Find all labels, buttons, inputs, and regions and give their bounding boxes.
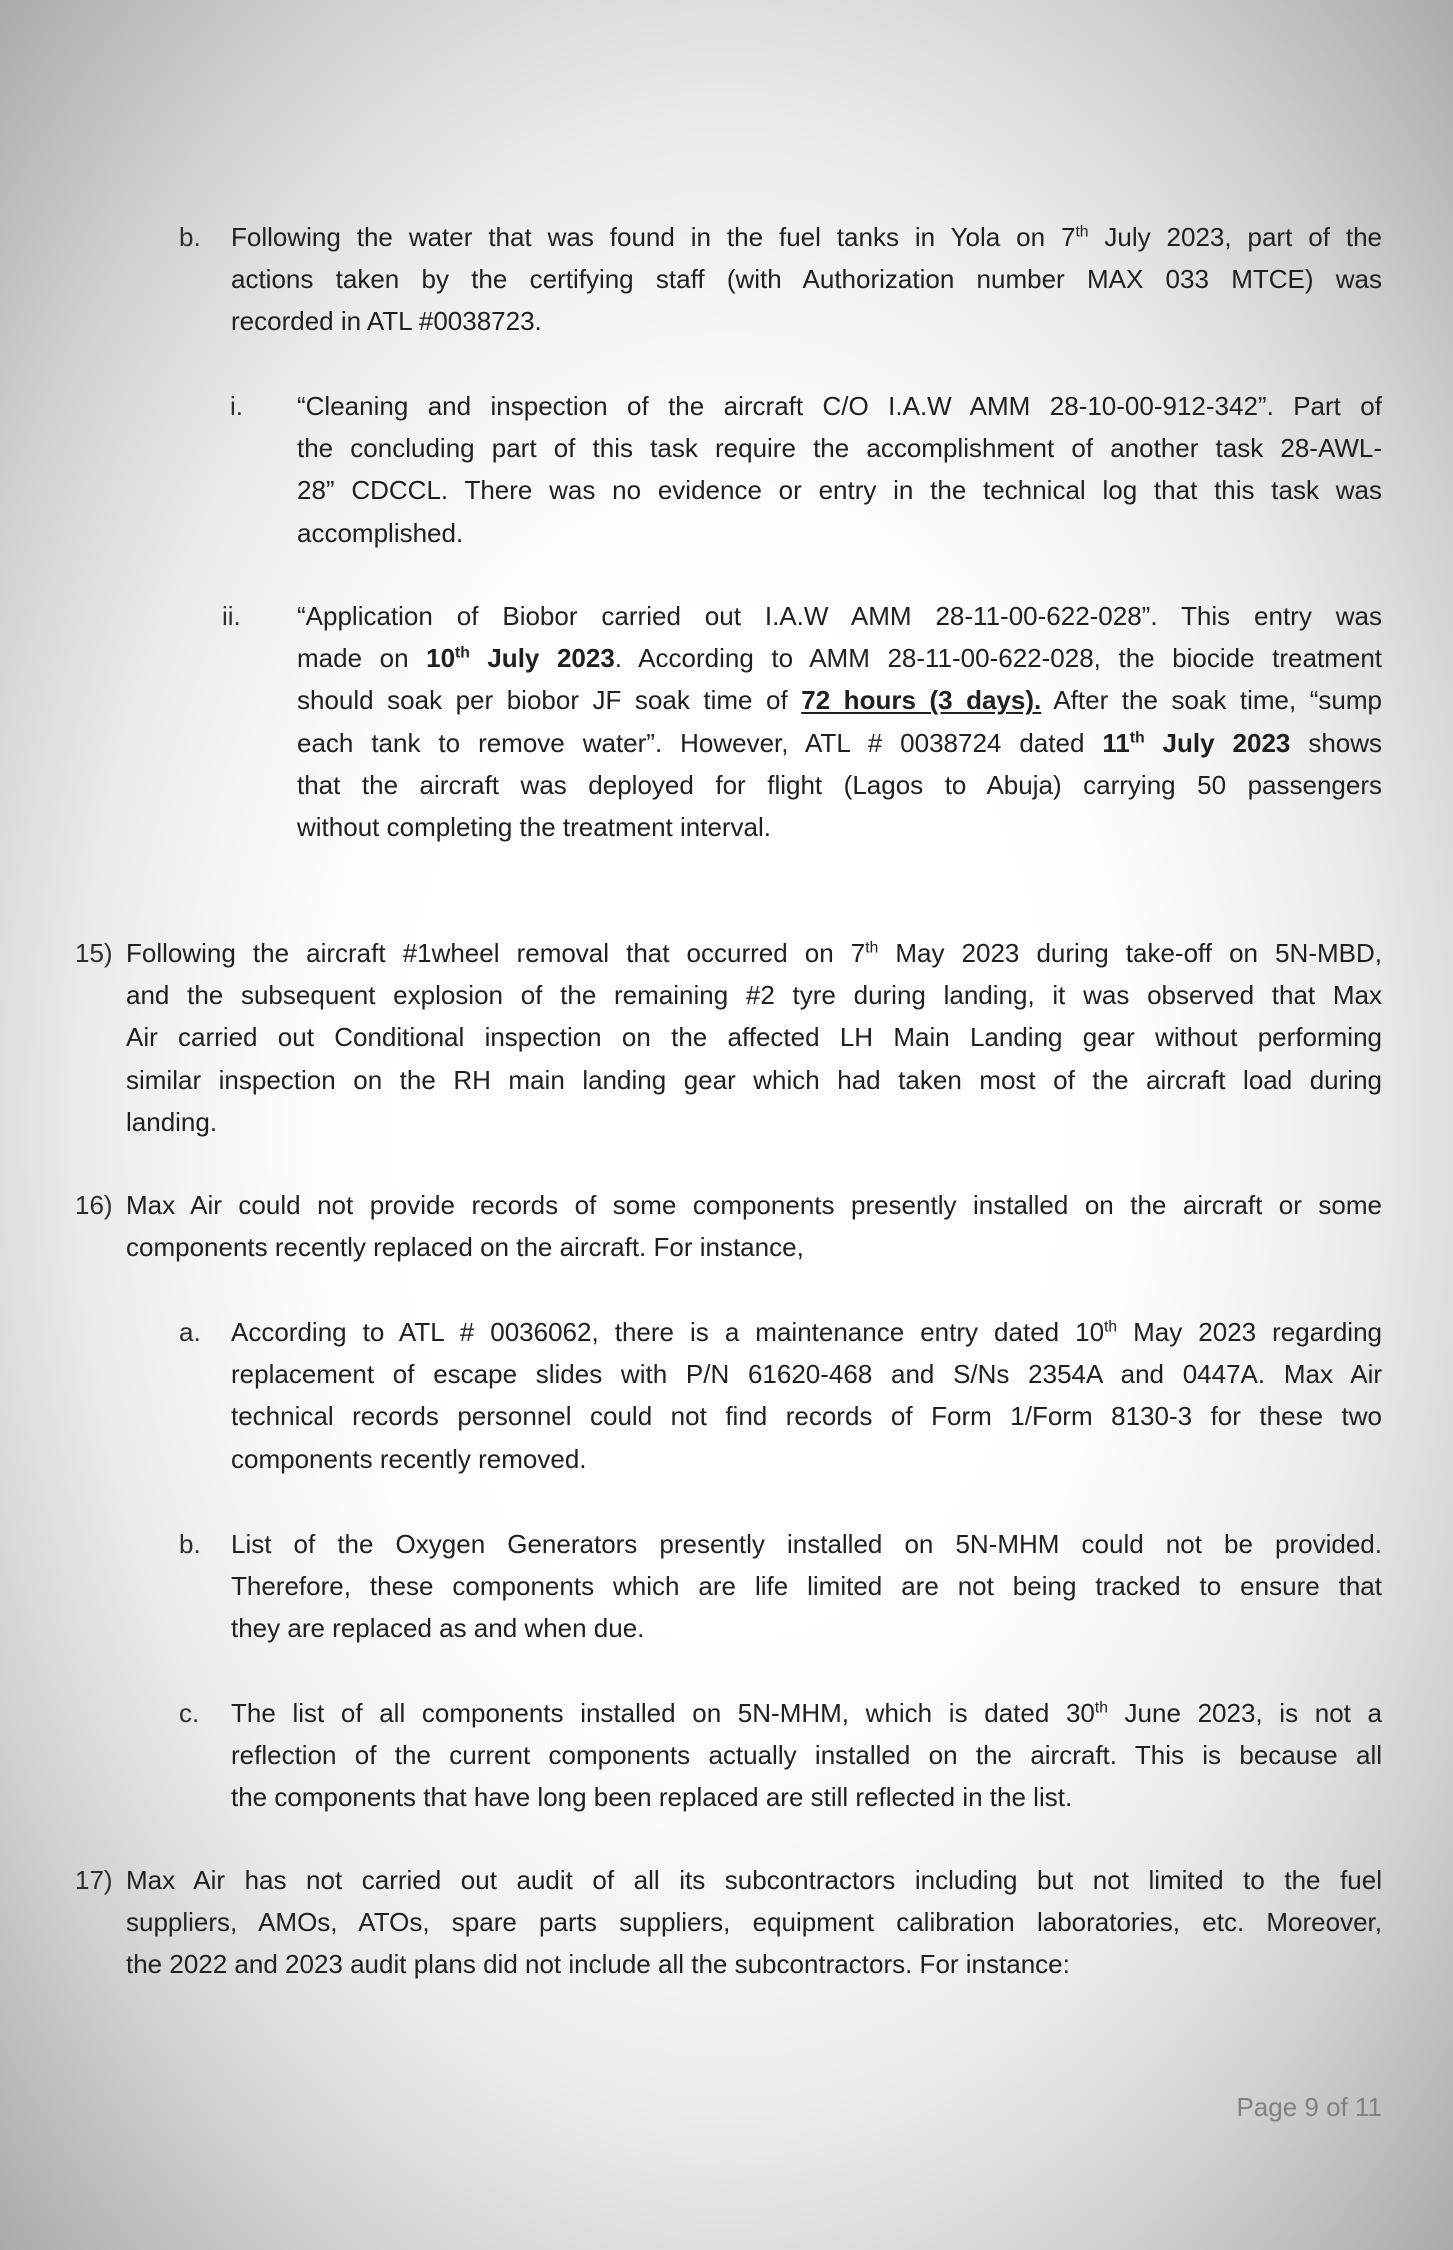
superscript: th [1104, 1318, 1118, 1336]
text-run: . According to AMM 28-11-00-622-028, the biocide treatment [614, 643, 1382, 674]
text-line [297, 722, 1382, 764]
text-line: without completing the treatment interval. [297, 811, 772, 842]
text-line: reflection of the current components actually installed on the aircraft. This is because all [231, 1740, 1382, 1771]
text-run: Following the water that was found in the fuel tanks in Yola on 7 [231, 222, 1076, 252]
list-marker: c. [179, 1698, 200, 1728]
list-marker: 17) [75, 1865, 113, 1895]
paragraph-text [126, 1184, 1382, 1268]
text-run: According to ATL # 0036062, there is a maintenance entry dated 10 [231, 1317, 1105, 1347]
text-line: components recently replaced on the aircraft. For instance, [126, 1232, 804, 1263]
text-line: accomplished. [297, 517, 464, 548]
text-line: Max Air could not provide records of some components presently installed on the aircraft or some [126, 1190, 1382, 1220]
text-run: Following the aircraft #1wheel removal that occurred on 7 [126, 938, 866, 968]
text-run: June 2023, is not a [1107, 1698, 1382, 1728]
text-line [297, 637, 1382, 679]
page-number: Page 9 of 11 [1236, 2092, 1382, 2122]
paragraph-text [231, 1523, 1382, 1650]
text-run: each tank to remove water”. However, ATL # 0038724 dated [297, 727, 1103, 758]
text-line: recorded in ATL #0038723. [231, 306, 542, 337]
text-line: Max Air has not carried out audit of all its subcontractors including but not limited to the fuel [126, 1865, 1382, 1895]
text-line: 28” CDCCL. There was no evidence or entry in the technical log that this task was [297, 475, 1382, 506]
text-line: List of the Oxygen Generators presently installed on 5N-MHM could not be provided. [231, 1529, 1382, 1559]
superscript: th [455, 644, 470, 662]
text-line [231, 216, 1382, 258]
text-line: the components that have long been replaced are still reflected in the list. [231, 1782, 1073, 1813]
superscript: th [1094, 1699, 1108, 1717]
text-run: The list of all components installed on 5N-MHM, which is dated 30 [231, 1698, 1095, 1728]
bold-date [1102, 728, 1290, 758]
list-marker: i. [230, 391, 243, 421]
text-run: shows [1290, 727, 1383, 758]
text-run: After the soak time, “sump [1041, 685, 1382, 716]
superscript: th [1129, 728, 1145, 746]
list-marker: a. [179, 1317, 201, 1347]
paragraph-text [231, 216, 1382, 343]
text-line [231, 1311, 1382, 1353]
list-marker: 15) [75, 938, 113, 968]
text-run: 11 [1102, 727, 1130, 758]
text-line: Air carried out Conditional inspection on the affected LH Main Landing gear without performing [126, 1022, 1382, 1053]
text-line: the 2022 and 2023 audit plans did not include all the subcontractors. For instance: [126, 1949, 1070, 1980]
text-run: July 2023 [469, 643, 615, 674]
text-line: “Application of Biobor carried out I.A.W AMM 28-11-00-622-028”. This entry was [297, 601, 1382, 631]
superscript: th [865, 939, 879, 957]
text-line: landing. [126, 1106, 218, 1137]
bold-underlined-soak-time: 72 hours (3 days). [801, 685, 1042, 716]
text-line [126, 932, 1382, 974]
list-marker: ii. [222, 601, 241, 631]
text-line: and the subsequent explosion of the remaining #2 tyre during landing, it was observed that Max [126, 980, 1382, 1011]
text-line: actions taken by the certifying staff (with Authorization number MAX 033 MTCE) was [231, 264, 1382, 295]
text-run: May 2023 during take-off on 5N-MBD, [878, 938, 1382, 968]
text-line: Therefore, these components which are life limited are not being tracked to ensure that [231, 1571, 1382, 1602]
text-line: replacement of escape slides with P/N 61620-468 and S/Ns 2354A and 0447A. Max Air [231, 1359, 1382, 1390]
paragraph-text [126, 1859, 1382, 1986]
text-run: made on [297, 643, 427, 674]
text-run: 10 [426, 643, 456, 674]
text-line [231, 1692, 1382, 1734]
text-line: components recently removed. [231, 1443, 587, 1474]
text-line: “Cleaning and inspection of the aircraft C/O I.A.W AMM 28-10-00-912-342”. Part of [297, 391, 1382, 421]
superscript: th [1075, 223, 1089, 241]
list-marker: 16) [75, 1190, 113, 1220]
bold-date [426, 643, 615, 673]
text-run: July 2023 [1144, 727, 1291, 758]
list-marker: b. [179, 1529, 201, 1559]
paragraph-text [231, 1311, 1382, 1480]
paragraph-text [297, 595, 1382, 848]
list-marker: b. [179, 222, 201, 252]
text-run: should soak per biobor JF soak time of [297, 685, 802, 716]
text-run: July 2023, part of the [1088, 222, 1382, 252]
text-run: May 2023 regarding [1117, 1317, 1382, 1347]
text-line [297, 679, 1382, 721]
text-line: they are replaced as and when due. [231, 1613, 645, 1644]
text-line: that the aircraft was deployed for flight (Lagos to Abuja) carrying 50 passengers [297, 769, 1382, 800]
text-line: the concluding part of this task require the accomplishment of another task 28-AWL- [297, 433, 1382, 464]
text-line: similar inspection on the RH main landing gear which had taken most of the aircraft load during [126, 1064, 1382, 1095]
paragraph-text [126, 932, 1382, 1143]
text-line: technical records personnel could not find records of Form 1/Form 8130-3 for these two [231, 1401, 1382, 1432]
text-line: suppliers, AMOs, ATOs, spare parts suppliers, equipment calibration laboratories, etc. Moreover, [126, 1907, 1382, 1938]
paragraph-text [297, 385, 1382, 554]
paragraph-text [231, 1692, 1382, 1819]
